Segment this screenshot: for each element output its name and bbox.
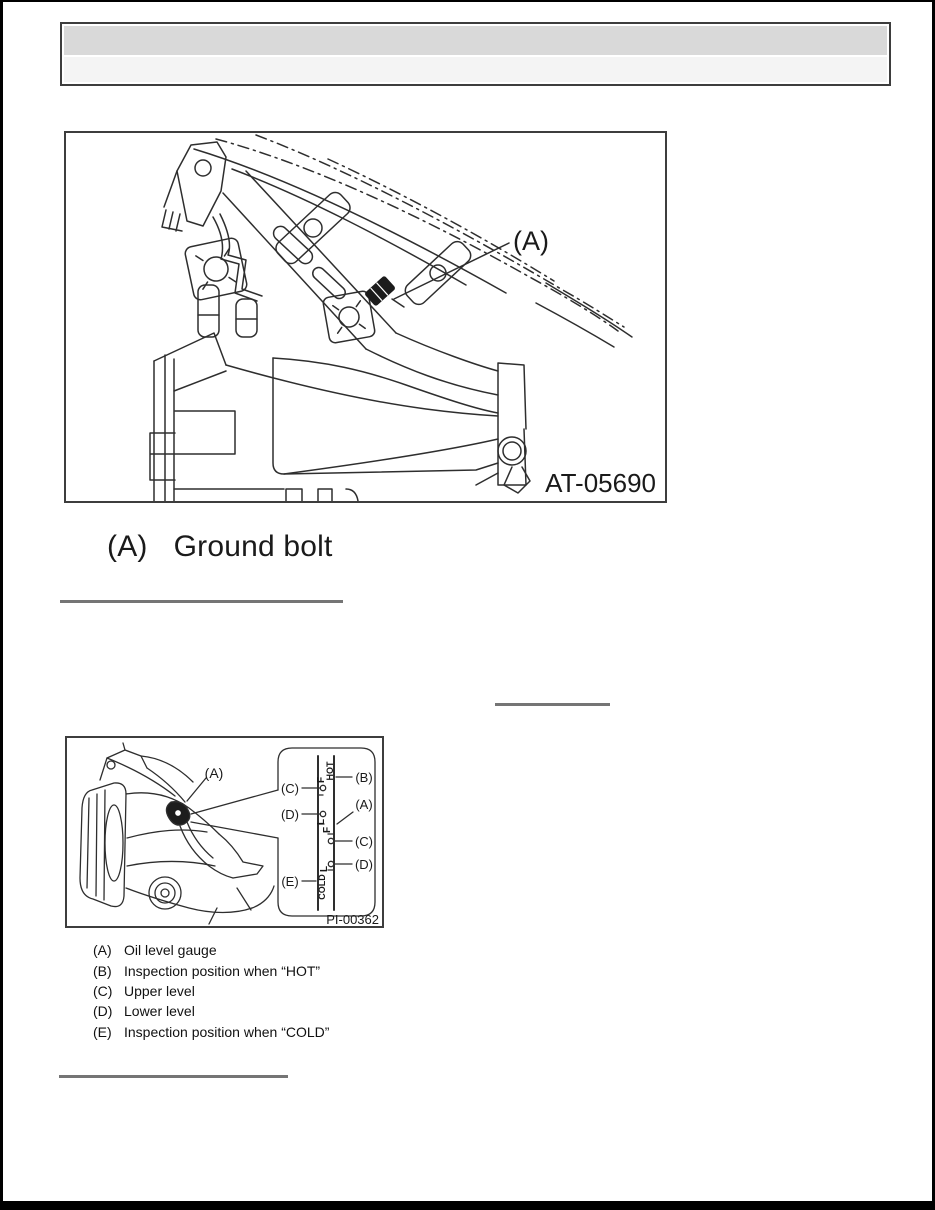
inset-label-e: (E) <box>281 874 299 889</box>
figure2-callout-a: (A) <box>204 765 224 781</box>
legend-marker: (D) <box>93 1003 113 1020</box>
inset-label-b: (B) <box>355 770 373 785</box>
figure1-callout-a: (A) <box>513 226 549 256</box>
figure1-caption <box>107 530 333 564</box>
legend-text: Inspection position when “HOT” <box>124 962 321 979</box>
divider-line <box>495 703 610 706</box>
caption-text: Ground bolt <box>173 530 333 563</box>
legend-text: Oil level gauge <box>124 942 217 959</box>
inset-label-d-right: (D) <box>354 857 374 872</box>
harness-centerline-icon <box>256 135 624 327</box>
divider-line <box>60 600 343 603</box>
figure-ground-bolt-drawing <box>66 133 665 501</box>
legend-text: Upper level <box>124 982 195 999</box>
caption-marker: (A) <box>107 530 148 563</box>
legend-row <box>93 960 329 980</box>
harness-centerline-icon <box>328 159 554 281</box>
callout-a-leader <box>394 243 509 299</box>
header-box <box>60 22 891 86</box>
figure2-legend <box>93 940 329 1042</box>
legend-row <box>93 1001 329 1021</box>
legend-row <box>93 981 329 1001</box>
dipstick-cold-mark: COLD <box>317 874 327 900</box>
inset-label-a: (A) <box>355 797 373 812</box>
legend-row <box>93 1022 329 1042</box>
figure-oil-level-gauge <box>65 736 384 928</box>
dipstick-f-cold-mark: F <box>322 826 333 834</box>
figure2-code: PI-00362 <box>326 912 379 926</box>
dipstick-f-hot-mark: F <box>316 776 327 784</box>
figure1-code: AT-05690 <box>545 468 656 498</box>
inset-label-c-right: (C) <box>354 834 374 849</box>
legend-marker: (C) <box>93 982 113 999</box>
header-subtitle-bar <box>64 57 887 82</box>
legend-marker: (A) <box>93 942 112 959</box>
dipstick-l-cold-mark: L <box>319 865 330 873</box>
dipstick-l-hot-mark: L <box>316 818 327 826</box>
legend-text: Lower level <box>124 1003 195 1020</box>
dipstick-hot-mark: HOT <box>325 761 335 781</box>
inset-label-d-left: (D) <box>280 807 300 822</box>
divider-line <box>59 1075 288 1078</box>
legend-row <box>93 940 329 960</box>
figure-oil-level-gauge-drawing <box>67 738 382 926</box>
legend-marker: (E) <box>93 1023 112 1040</box>
legend-marker: (B) <box>93 962 112 979</box>
header-title-bar <box>64 26 887 55</box>
inset-label-c-left: (C) <box>280 781 300 796</box>
figure-ground-bolt <box>64 131 667 503</box>
legend-text: Inspection position when “COLD” <box>124 1023 330 1040</box>
harness-centerline-icon <box>216 139 618 331</box>
